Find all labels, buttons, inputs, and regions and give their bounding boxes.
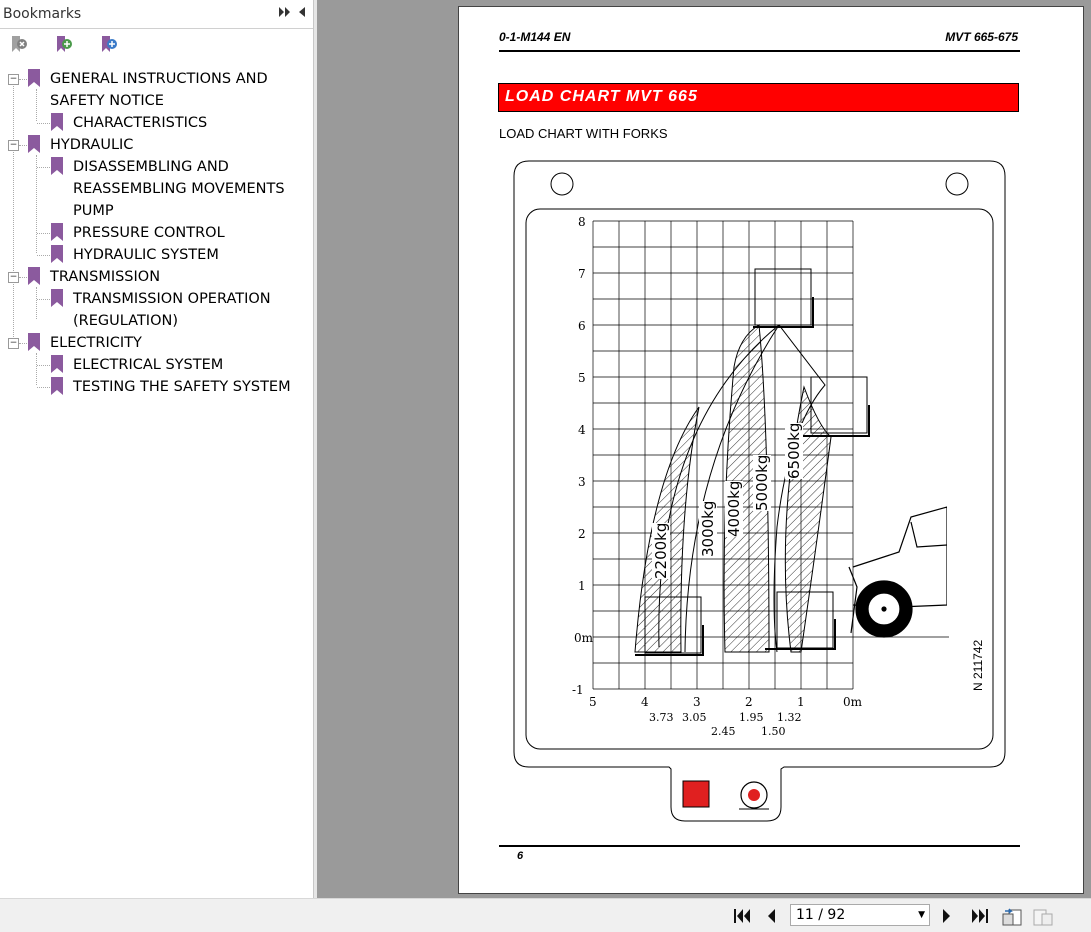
- bookmark-item-characteristics[interactable]: CHARACTERISTICS: [73, 115, 208, 131]
- tree-guide: [36, 353, 37, 385]
- bookmark-item-transmission[interactable]: TRANSMISSION: [50, 269, 161, 285]
- collapse-toggle[interactable]: −: [9, 140, 18, 150]
- page-number: 6: [517, 850, 524, 862]
- stop-symbol: [683, 781, 709, 807]
- zone-label-6500kg: 6500kg: [785, 422, 803, 479]
- bookmark-icon: [51, 157, 63, 175]
- tree-guide: [36, 155, 37, 253]
- tree-guide: [13, 79, 14, 343]
- load-box-top: [755, 269, 811, 325]
- bookmark-item-transmission-operation-cont[interactable]: (REGULATION): [73, 313, 178, 329]
- tree-guide: [19, 343, 27, 344]
- y-tick: 2: [578, 527, 586, 541]
- y-tick: 0m: [574, 631, 594, 645]
- bookmarks-title: Bookmarks: [3, 6, 82, 22]
- bookmark-item-disassembling-cont[interactable]: REASSEMBLING MOVEMENTS: [73, 181, 285, 197]
- add-child-bookmark-icon[interactable]: [100, 35, 118, 55]
- chart-subtitle: LOAD CHART WITH FORKS: [499, 126, 668, 141]
- tree-guide: [19, 145, 27, 146]
- last-page-icon[interactable]: [970, 907, 990, 925]
- bookmark-item-hydraulic-system[interactable]: HYDRAULIC SYSTEM: [73, 247, 219, 263]
- bookmark-item-general-instructions-cont[interactable]: SAFETY NOTICE: [50, 93, 164, 109]
- tree-guide: [36, 89, 37, 121]
- y-tick: 7: [578, 267, 586, 281]
- zone-label-2200kg: 2200kg: [652, 522, 670, 579]
- page-display: 11 / 92: [796, 907, 846, 923]
- banner-title: LOAD CHART MVT 665: [505, 88, 698, 105]
- x-sub-tick: 1.95: [739, 711, 764, 724]
- mount-hole: [551, 173, 573, 195]
- x-sub-tick: 3.73: [649, 711, 674, 724]
- forward-view-icon[interactable]: [1032, 907, 1054, 925]
- first-page-icon[interactable]: [732, 907, 752, 925]
- y-tick: 3: [578, 475, 586, 489]
- bookmark-icon: [28, 333, 40, 351]
- footer-rule: [499, 845, 1020, 847]
- bookmark-item-electricity[interactable]: ELECTRICITY: [50, 335, 142, 351]
- collapse-toggle[interactable]: −: [9, 338, 18, 348]
- fork-top: [753, 297, 813, 327]
- y-tick: 4: [578, 423, 586, 437]
- x-tick: 1: [797, 695, 805, 709]
- bookmark-item-general-instructions[interactable]: GENERAL INSTRUCTIONS AND: [50, 71, 268, 87]
- y-tick: -1: [572, 683, 584, 697]
- page-selector[interactable]: [790, 904, 930, 926]
- tree-guide: [36, 287, 37, 319]
- bookmark-icon: [51, 289, 63, 307]
- header-model: MVT 665-675: [945, 30, 1018, 44]
- x-sub-tick: 1.50: [761, 725, 786, 738]
- bookmark-item-pressure-control[interactable]: PRESSURE CONTROL: [73, 225, 225, 241]
- x-tick: 3: [693, 695, 701, 709]
- x-sub-tick: 3.05: [682, 711, 707, 724]
- x-tick: 0m: [843, 695, 863, 709]
- chevron-down-icon[interactable]: ▼: [918, 910, 925, 920]
- load-chart-drawing: [459, 7, 1085, 895]
- bookmarks-panel: [0, 0, 314, 898]
- document-viewer: [317, 0, 1091, 898]
- next-page-icon[interactable]: [940, 907, 960, 925]
- y-tick: 8: [578, 215, 586, 229]
- mount-hole: [946, 173, 968, 195]
- tree-guide: [37, 365, 50, 366]
- tree-guide: [37, 387, 50, 388]
- x-tick: 5: [589, 695, 597, 709]
- back-view-icon[interactable]: [1001, 907, 1023, 925]
- tree-guide: [37, 233, 50, 234]
- bookmark-icon: [28, 267, 40, 285]
- bookmarks-toolbar: [0, 29, 313, 61]
- document-page: [458, 6, 1084, 894]
- bookmark-icon: [51, 113, 63, 131]
- bookmark-item-testing-safety[interactable]: TESTING THE SAFETY SYSTEM: [73, 379, 291, 395]
- drawing-reference: N 211742: [971, 639, 985, 691]
- delete-bookmark-icon[interactable]: [10, 35, 28, 55]
- collapse-toggle[interactable]: −: [9, 272, 18, 282]
- bookmark-item-electrical-system[interactable]: ELECTRICAL SYSTEM: [73, 357, 224, 373]
- previous-page-icon[interactable]: [764, 907, 784, 925]
- add-bookmark-icon[interactable]: [55, 35, 73, 55]
- bookmarks-header: [0, 0, 313, 29]
- bookmark-icon: [28, 135, 40, 153]
- close-panel-icon[interactable]: [298, 6, 306, 21]
- y-tick: 1: [578, 579, 586, 593]
- tree-guide: [37, 299, 50, 300]
- y-tick: 5: [578, 371, 586, 385]
- panel-options-icon[interactable]: [278, 6, 292, 21]
- tree-guide: [19, 277, 27, 278]
- zone-label-3000kg: 3000kg: [699, 500, 717, 557]
- zone-label-4000kg: 4000kg: [725, 480, 743, 537]
- x-tick: 2: [745, 695, 753, 709]
- bookmark-item-transmission-operation[interactable]: TRANSMISSION OPERATION: [73, 291, 271, 307]
- x-sub-tick: 1.32: [777, 711, 802, 724]
- tree-guide: [37, 255, 50, 256]
- tree-guide: [19, 79, 27, 80]
- bookmark-item-disassembling[interactable]: DISASSEMBLING AND: [73, 159, 229, 175]
- tree-guide: [37, 167, 50, 168]
- bookmark-item-hydraulic[interactable]: HYDRAULIC: [50, 137, 134, 153]
- bookmark-icon: [51, 355, 63, 373]
- tree-guide: [37, 123, 50, 124]
- bookmark-icon: [51, 377, 63, 395]
- header-doc-code: 0-1-M144 EN: [499, 30, 571, 44]
- bookmark-icon: [28, 69, 40, 87]
- x-sub-tick: 2.45: [711, 725, 736, 738]
- y-tick: 6: [578, 319, 586, 333]
- collapse-toggle[interactable]: −: [9, 74, 18, 84]
- telehandler-silhouette: [849, 507, 947, 637]
- bookmark-icon: [51, 245, 63, 263]
- navigation-bar: [0, 898, 1091, 932]
- x-tick: 4: [641, 695, 649, 709]
- bookmark-icon: [51, 223, 63, 241]
- zone-label-5000kg: 5000kg: [753, 454, 771, 511]
- bookmark-item-disassembling-cont2[interactable]: PUMP: [73, 203, 114, 219]
